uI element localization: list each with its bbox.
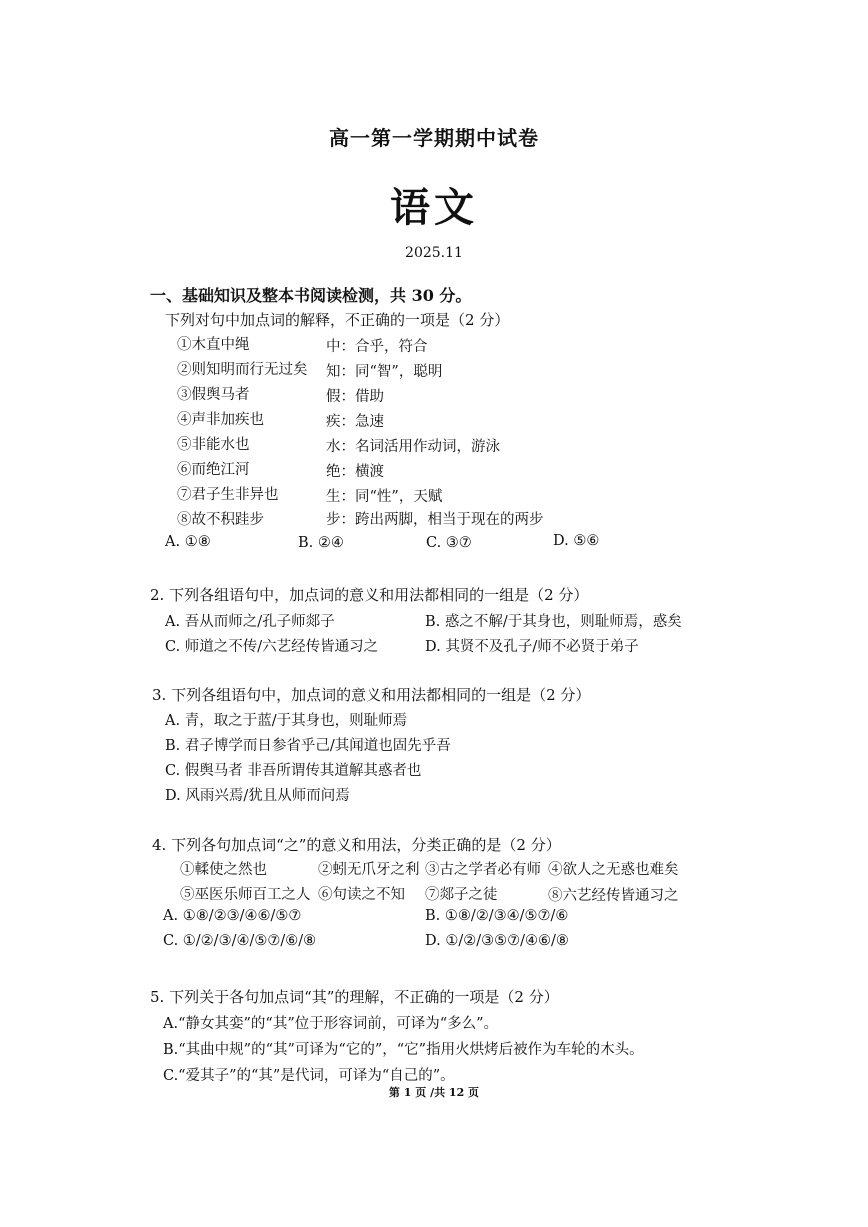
question-2-stem: 2. 下列各组语句中，加点词的意义和用法都相同的一组是（2 分）	[150, 586, 589, 604]
q4-item: ③古之学者必有师	[425, 862, 541, 878]
q3-option-a: A. 青，取之于蓝/于其身也，则耻师焉	[165, 713, 408, 729]
q1-gloss: 水：名词活用作动词，游泳	[326, 439, 500, 455]
q1-option-b: B. ②④	[298, 535, 344, 551]
q1-phrase: ②则知明而行无过矣	[177, 362, 308, 378]
q1-gloss: 步：跨出两脚，相当于现在的两步	[326, 512, 544, 528]
q1-option-c: C. ③⑦	[426, 535, 472, 551]
q5-option-a: A.“静女其娈”的“其”位于形容词前，可译为“多么”。	[163, 1016, 499, 1032]
q5-option-c: C.“爱其子”的“其”是代词，可译为“自己的”。	[163, 1068, 455, 1084]
subject-title: 语文	[390, 184, 478, 231]
q2-option-c: C. 师道之不传/六艺经传皆通习之	[165, 639, 379, 655]
exam-date: 2025.11	[405, 245, 463, 261]
q1-gloss: 中：合乎，符合	[326, 339, 428, 355]
q2-option-b: B. 惑之不解/于其身也，则耻师焉，惑矣	[425, 614, 682, 630]
q1-option-a: A. ①⑧	[165, 534, 211, 550]
q1-phrase: ⑤非能水也	[177, 437, 250, 453]
q4-item: ⑤巫医乐师百工之人	[180, 887, 311, 903]
q1-phrase: ①木直中绳	[177, 337, 250, 353]
q1-phrase: ⑧故不积跬步	[177, 512, 264, 528]
q1-phrase: ⑥而绝江河	[177, 462, 250, 478]
q4-item: ④欲人之无惑也难矣	[548, 862, 679, 878]
q1-phrase: ④声非加疾也	[177, 412, 264, 428]
q3-option-c: C. 假舆马者 非吾所谓传其道解其惑者也	[165, 763, 422, 779]
question-3-stem: 3. 下列各组语句中，加点词的意义和用法都相同的一组是（2 分）	[152, 686, 591, 704]
q1-gloss: 假：借助	[326, 389, 384, 405]
section-heading: 一、基础知识及整本书阅读检测，共 30 分。	[150, 286, 472, 305]
exam-title: 高一第一学期期中试卷	[329, 126, 539, 150]
question-5-stem: 5. 下列关于各句加点词“其”的理解，不正确的一项是（2 分）	[150, 988, 559, 1006]
q2-option-d: D. 其贤不及孔子/师不必贤于弟子	[425, 639, 639, 655]
q2-option-a: A. 吾从而师之/孔子师郯子	[165, 614, 335, 630]
q4-option-d: D. ①/②/③⑤⑦/④⑥/⑧	[425, 933, 569, 949]
q4-option-b: B. ①⑧/②/③④/⑤⑦/⑥	[425, 908, 569, 924]
q4-item: ①輮使之然也	[180, 862, 267, 878]
q1-gloss: 生：同“性”，天赋	[326, 489, 443, 505]
q4-option-a: A. ①⑧/②③/④⑥/⑤⑦	[163, 908, 302, 924]
q1-gloss: 知：同“智”，聪明	[326, 364, 443, 380]
q4-item: ⑧六艺经传皆通习之	[548, 888, 679, 904]
q4-item: ⑦郯子之徒	[425, 887, 498, 903]
question-1-stem: 下列对句中加点词的解释，不正确的一项是（2 分）	[165, 311, 510, 329]
q1-option-d: D. ⑤⑥	[553, 533, 600, 549]
page-footer: 第 1 页 /共 12 页	[388, 1086, 480, 1099]
q1-phrase: ⑦君子生非异也	[177, 487, 279, 503]
q3-option-d: D. 风雨兴焉/犹且从师而问焉	[165, 788, 350, 804]
q5-option-b: B.“其曲中规”的“其”可译为“它的”，“它”指用火烘烤后被作为车轮的木头。	[163, 1042, 644, 1058]
question-4-stem: 4. 下列各句加点词“之”的意义和用法，分类正确的是（2 分）	[152, 836, 561, 854]
q4-item: ②蚓无爪牙之利	[318, 862, 420, 878]
q4-item: ⑥句读之不知	[318, 887, 405, 903]
q4-option-c: C. ①/②/③/④/⑤⑦/⑥/⑧	[163, 933, 317, 949]
q3-option-b: B. 君子博学而日参省乎己/其闻道也固先乎吾	[165, 738, 451, 754]
q1-gloss: 绝：横渡	[326, 464, 384, 480]
q1-gloss: 疾：急速	[326, 414, 384, 430]
q1-phrase: ③假舆马者	[177, 387, 250, 403]
